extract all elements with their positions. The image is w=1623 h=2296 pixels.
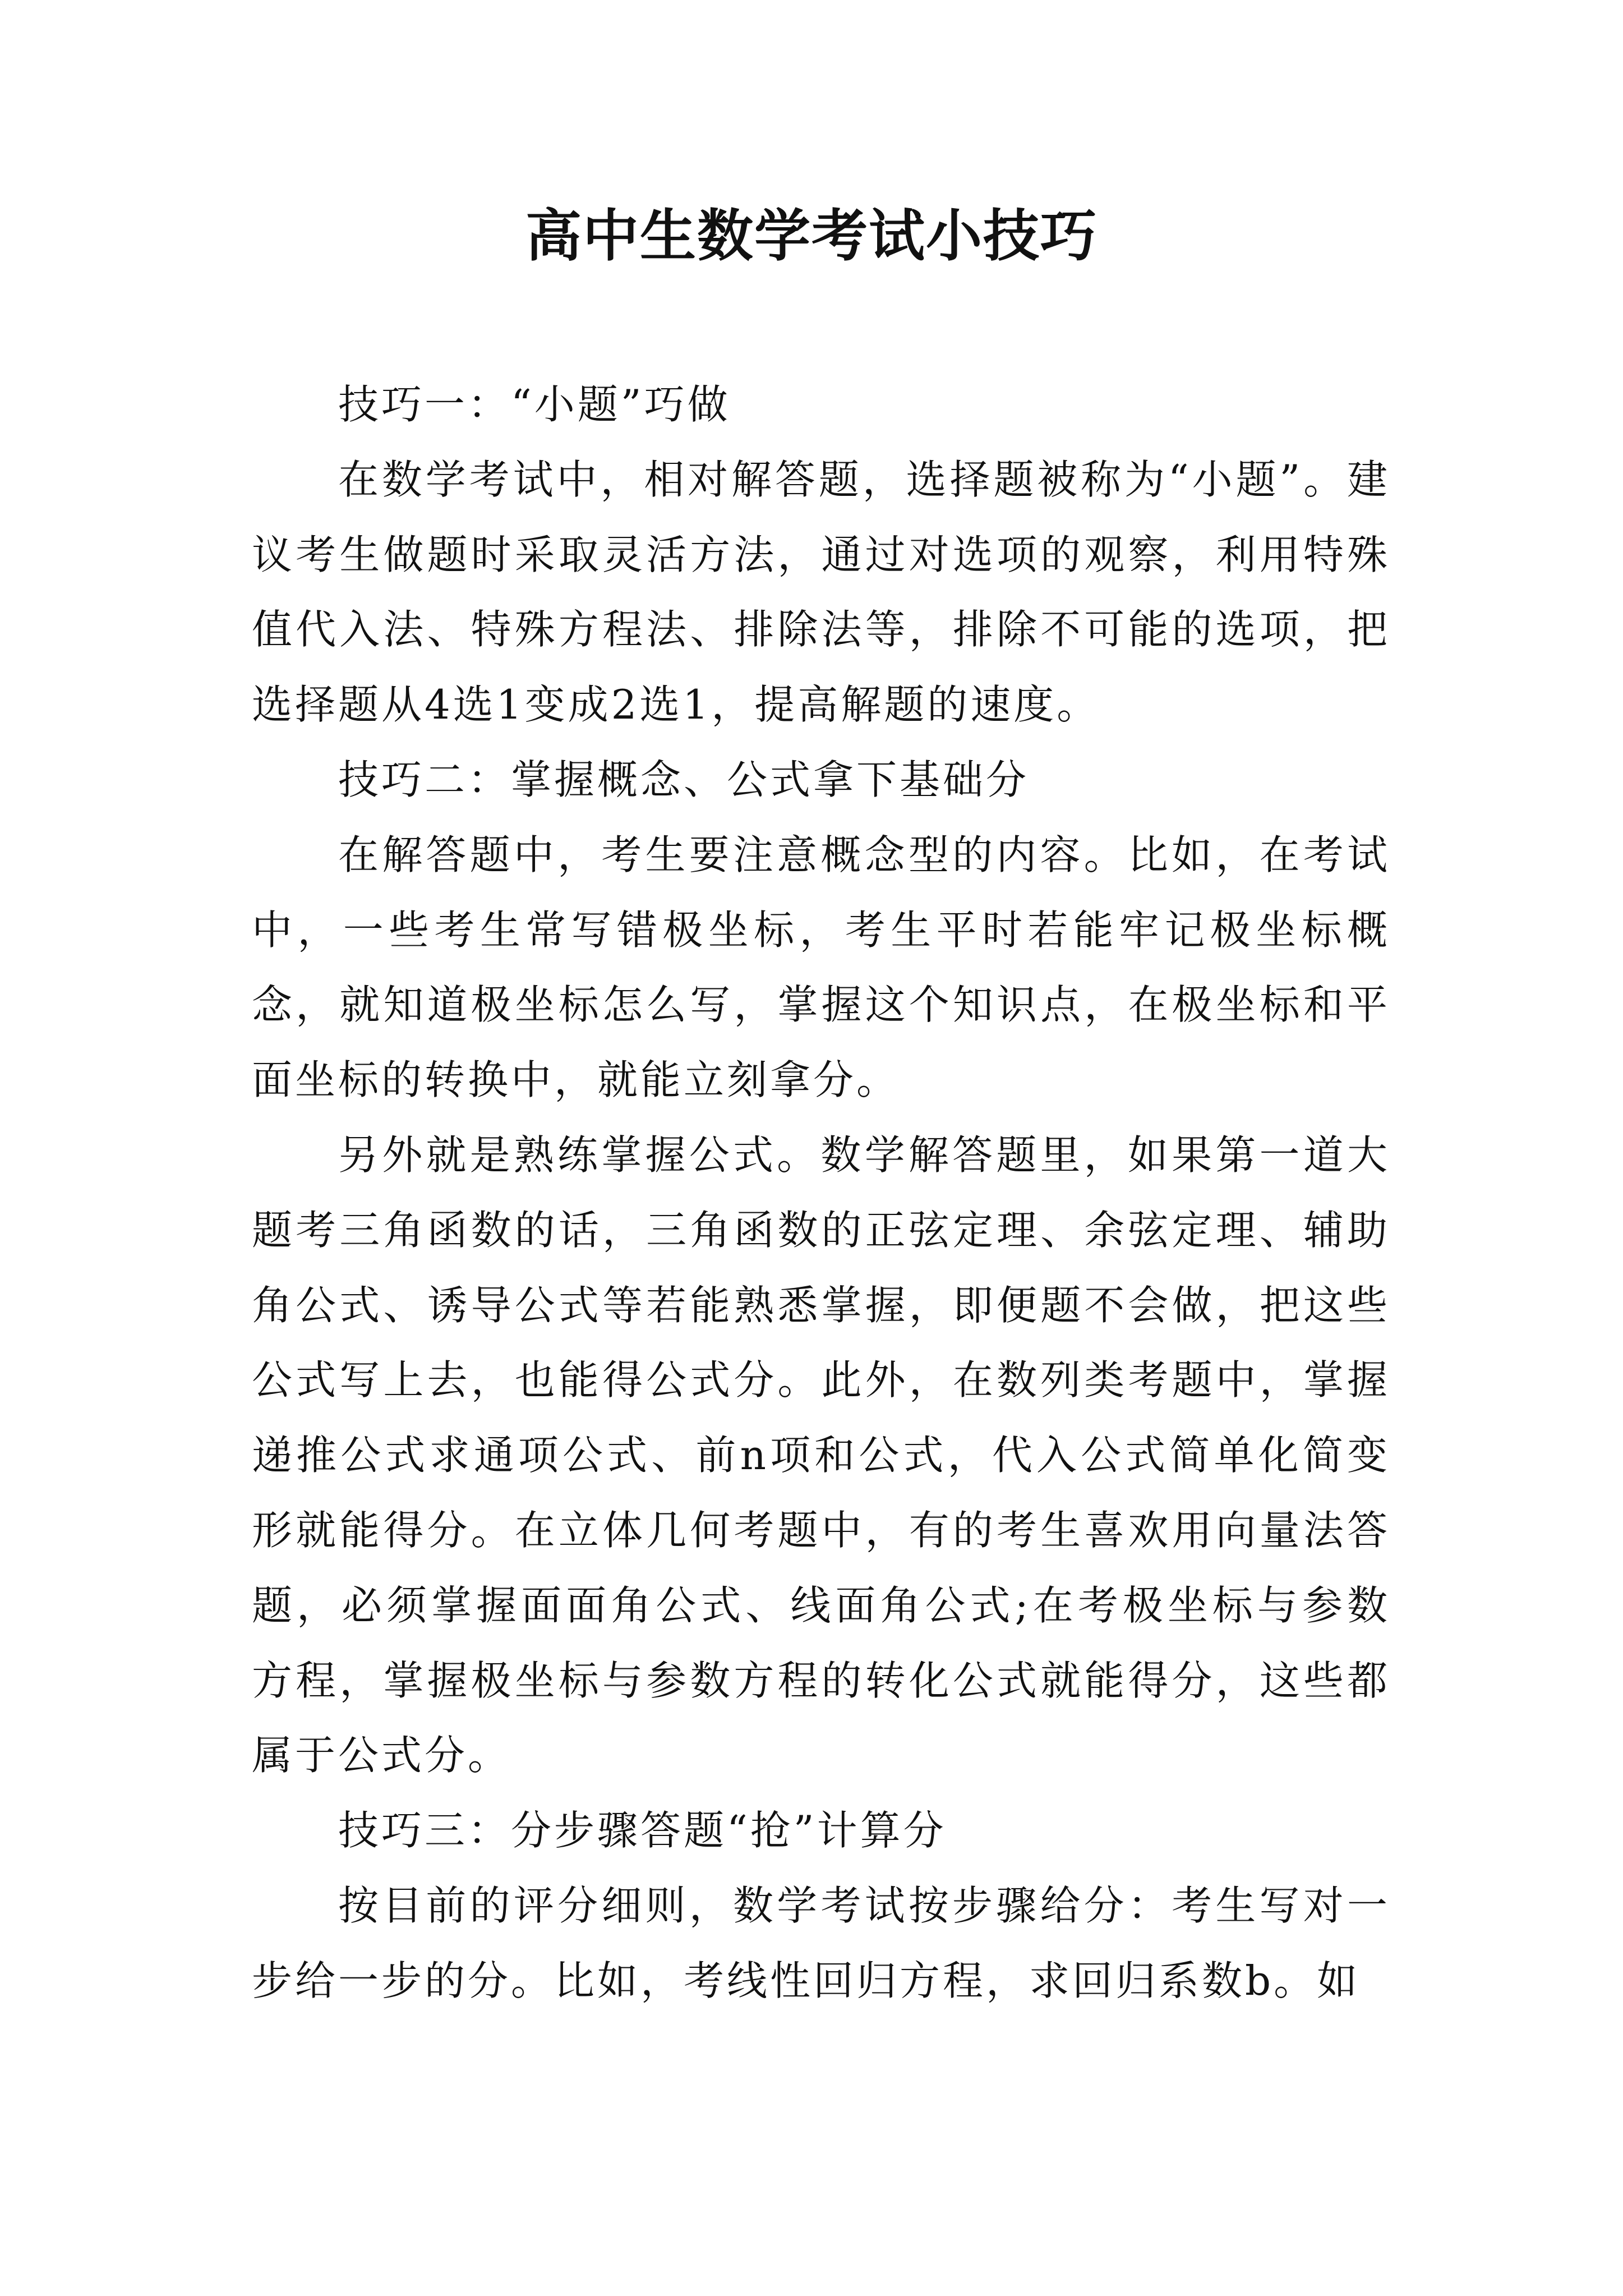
heading-tip-1: 技巧一：“小题”巧做 <box>338 381 731 428</box>
document-body <box>252 367 1390 2019</box>
paragraph-tip-2-formulas: 另外就是熟练掌握公式。数学解答题里，如果第一道大题考三角函数的话，三角函数的正弦定理、余弦定理、辅助角公式、诱导公式等若能熟悉掌握，即便题不会做，把这些公式写上去，也能得公式分。此外，在数列类考题中，掌握递推公式求通项公式、前n项和公式，代入公式简单化简变形就能得分。在立体几何考题中，有的考生喜欢用向量法答题，必须掌握面面角公式、线面角公式;在考极坐标与参数方程，掌握极坐标与参数方程的转化公式就能得分，这些都属于公式分。 <box>252 1131 1390 1779</box>
paragraph-tip-1: 在数学考试中，相对解答题，选择题被称为“小题”。建议考生做题时采取灵活方法，通过对选项的观察，利用特殊值代入法、特殊方程法、排除法等，排除不可能的选项，把选择题从4选1变成2选1，提高解题的速度。 <box>252 455 1390 729</box>
paragraph-tip-3: 按目前的评分细则，数学考试按步骤给分：考生写对一步给一步的分。比如，考线性回归方程，求回归系数b。如 <box>252 1881 1390 2004</box>
document-title: 高中生数学考试小技巧 <box>525 203 1098 269</box>
heading-tip-3: 技巧三：分步骤答题“抢”计算分 <box>338 1807 947 1855</box>
paragraph-tip-2-concepts: 在解答题中，考生要注意概念型的内容。比如，在考试中，一些考生常写错极坐标，考生平时若能牢记极坐标概念，就知道极坐标怎么写，掌握这个知识点，在极坐标和平面坐标的转换中，就能立刻拿分。 <box>252 831 1390 1104</box>
heading-tip-2: 技巧二：掌握概念、公式拿下基础分 <box>338 756 1030 803</box>
